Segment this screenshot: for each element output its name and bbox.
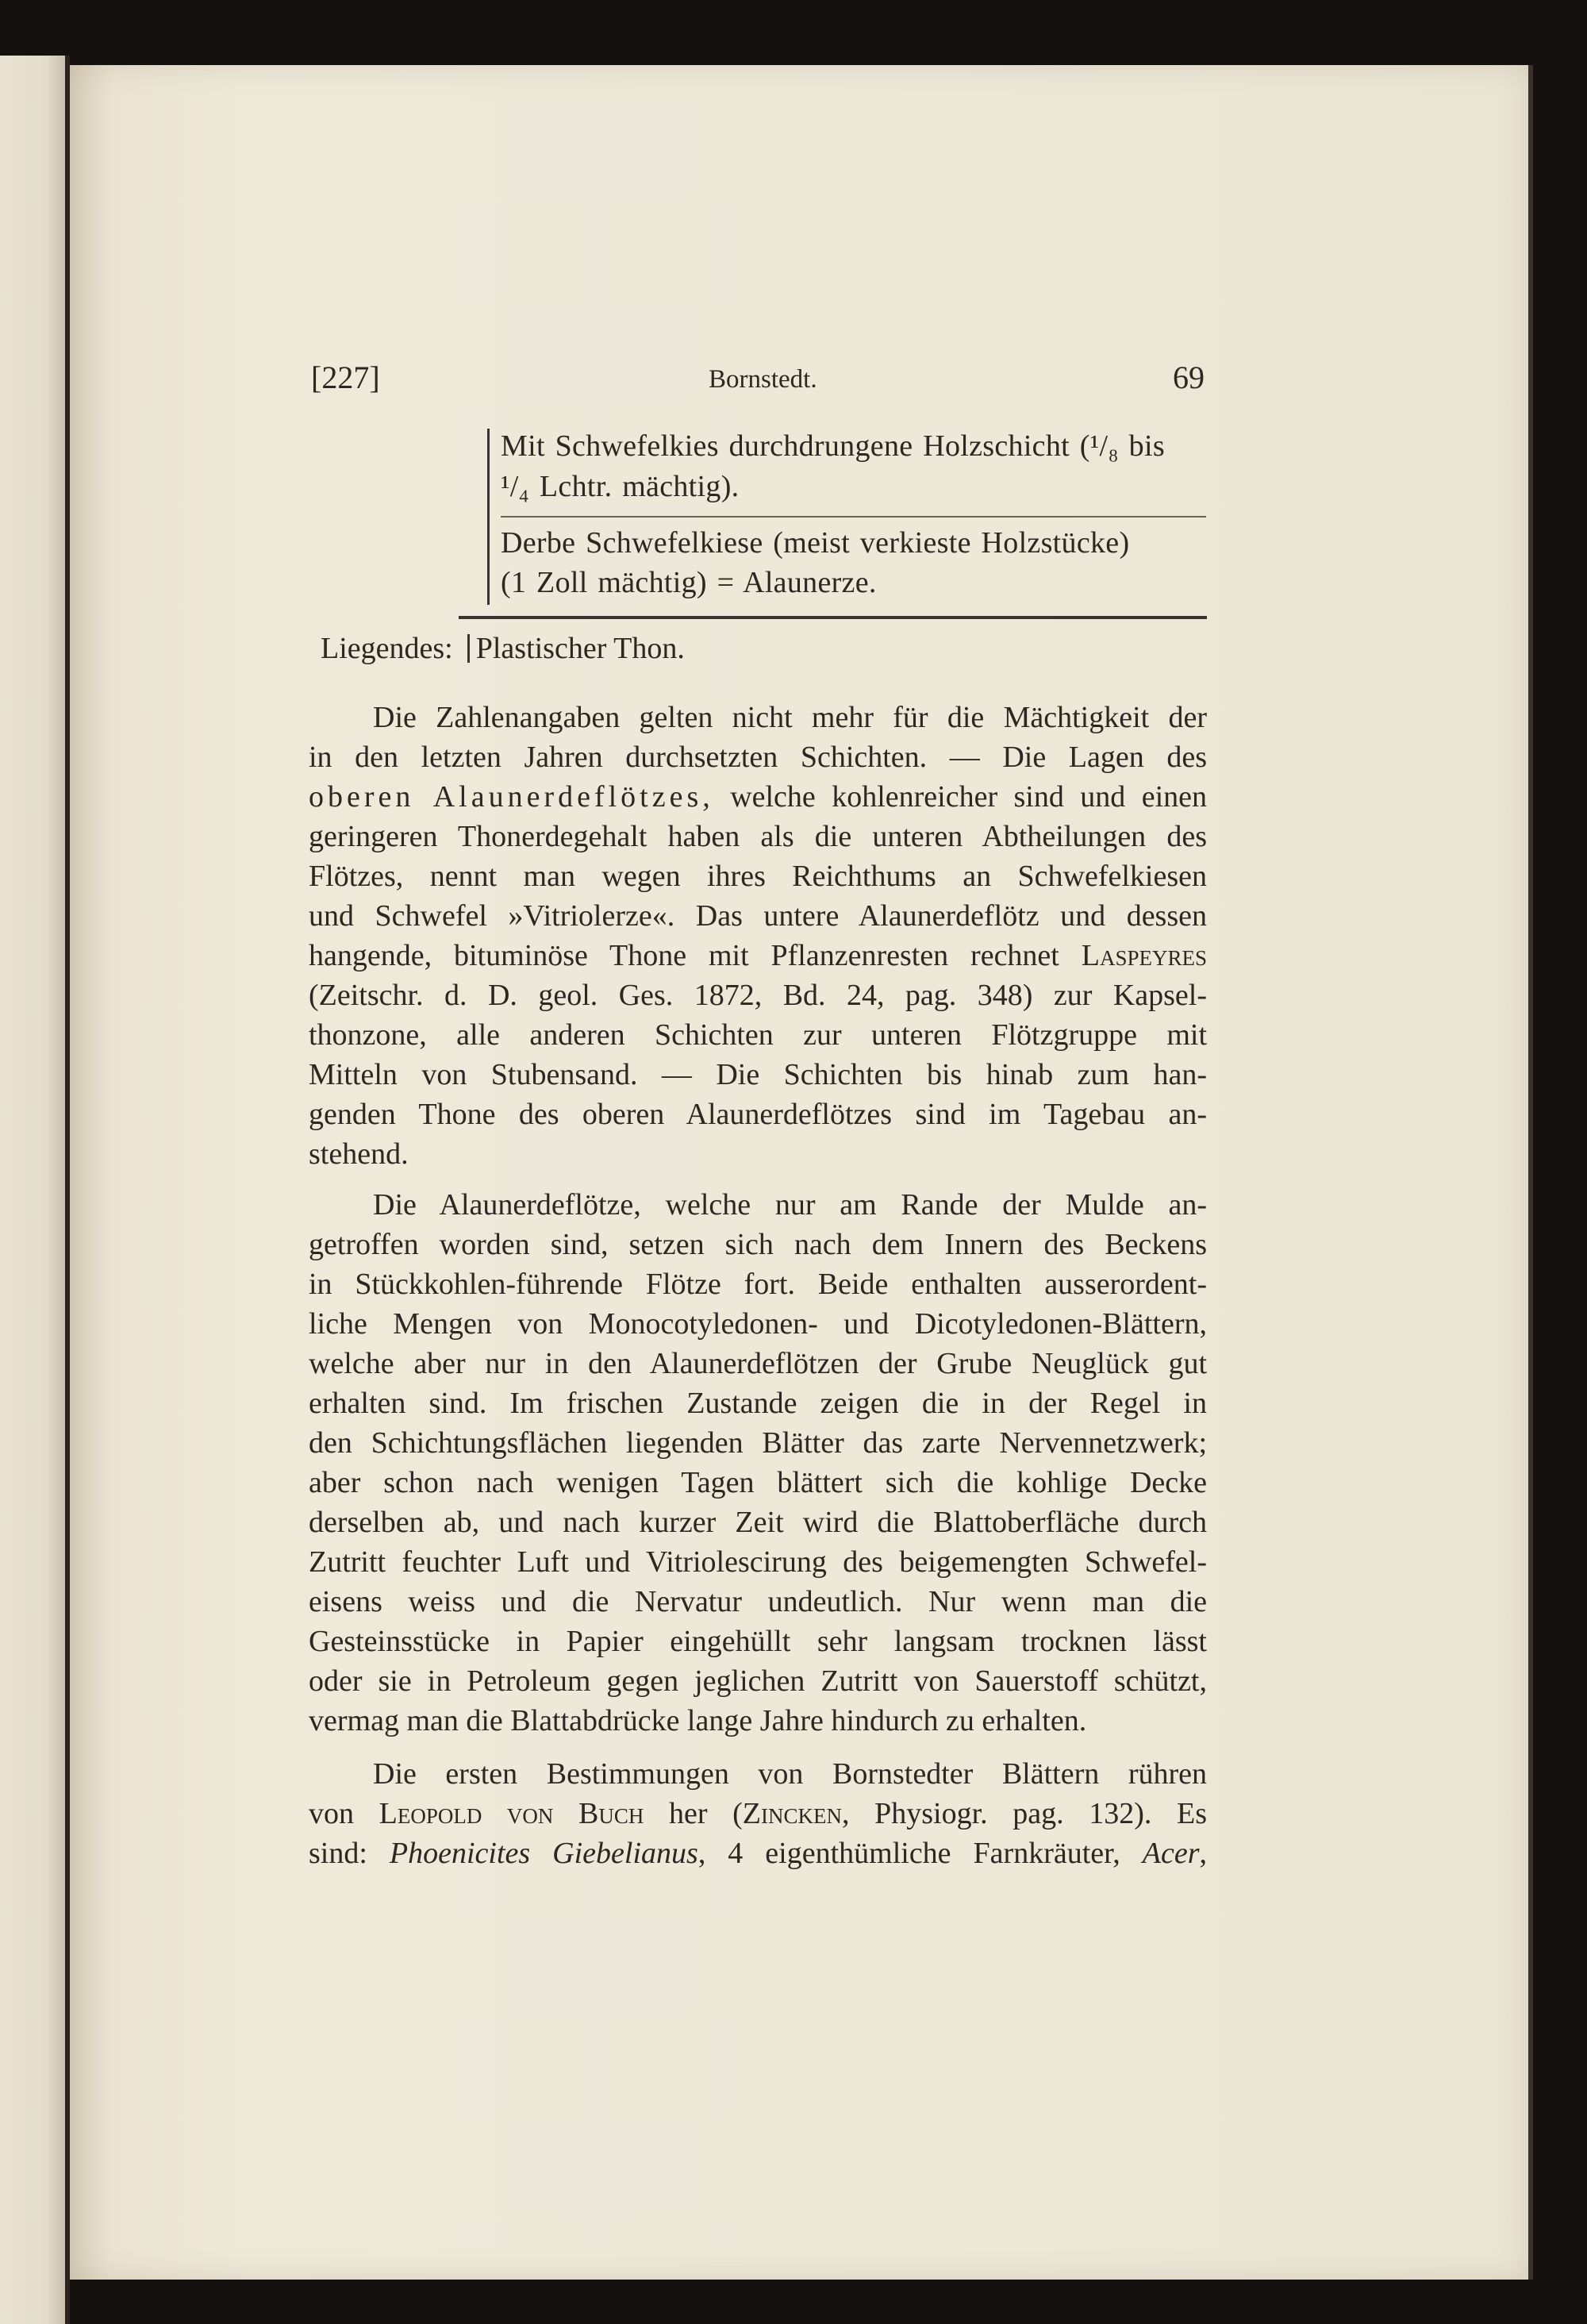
strata-bottom-rule [459,616,1207,619]
paragraph-2-line: den Schichtungsflächen liegenden Blätter das zarte Nervennetzwerk; [309,1426,1207,1460]
paragraph-1-line: und Schwefel »Vitriolerze«. Das untere Alaunerdeflötz und dessen [309,899,1207,933]
paragraph-3-line: Die ersten Bestimmungen von Bornstedter Blättern rühren [373,1757,1207,1791]
paragraph-3-line: sind: Phoenicites Giebelianus, 4 eigenthümliche Farnkräuter, Acer, [309,1837,1207,1870]
strata-row-2-line-1: Derbe Schwefelkiese (meist verkieste Holzstücke) [501,526,1130,560]
previous-page-edge [0,56,65,2324]
paragraph-2-line: erhalten sind. Im frischen Zustande zeigen die in der Regel in [309,1387,1207,1420]
paragraph-2-line: Die Alaunerdeflötze, welche nur am Rande der Mulde an- [373,1188,1207,1222]
paragraph-2-line: in Stückkohlen-führende Flötze fort. Beide enthalten ausserordent- [309,1268,1207,1301]
paragraph-2-line: getroffen worden sind, setzen sich nach dem Innern des Beckens [309,1228,1207,1261]
strata-row-2-line-2: (1 Zoll mächtig) = Alaunerze. [501,566,877,599]
strata-bracket-line [487,429,490,605]
paragraph-2-line: vermag man die Blattabdrücke lange Jahre hindurch zu erhalten. [309,1704,1087,1737]
paragraph-2-line: aber schon nach wenigen Tagen blättert sich die kohlige Decke [309,1466,1207,1499]
paragraph-1-line: Mitteln von Stubensand. — Die Schichten bis hinab zum han- [309,1058,1207,1091]
page-header-title: Bornstedt. [709,365,817,394]
liegendes-value: Plastischer Thon. [475,632,685,665]
paragraph-1-line: (Zeitschr. d. D. geol. Ges. 1872, Bd. 24, pag. 348) zur Kapsel- [309,979,1207,1012]
paragraph-2-line: Gesteinsstücke in Papier eingehüllt sehr langsam trocknen lässt [309,1625,1207,1658]
paragraph-1-line: stehend. [309,1137,409,1171]
liegendes-divider [467,634,470,663]
paragraph-2-line: liche Mengen von Monocotyledonen- und Dicotyledonen-Blättern, [309,1307,1207,1341]
paragraph-1-line: hangende, bituminöse Thone mit Pflanzenresten rechnet Laspeyres [309,939,1207,972]
paragraph-1-line: thonzone, alle anderen Schichten zur unteren Flötzgruppe mit [309,1018,1207,1052]
paragraph-2-line: Zutritt feuchter Luft und Vitriolescirung des beigemengten Schwefel- [309,1545,1207,1579]
paragraph-1-line: Flötzes, nennt man wegen ihres Reichthums an Schwefelkiesen [309,860,1207,893]
paragraph-1-line: geringeren Thonerdegehalt haben als die unteren Abtheilungen des [309,820,1207,853]
paragraph-1-line: Die Zahlenangaben gelten nicht mehr für die Mächtigkeit der [373,701,1207,734]
page-number: 69 [1173,360,1205,395]
strata-row-1-line-2: ¹/₄ Lchtr. mächtig). [501,470,740,503]
paragraph-2-line: eisens weiss und die Nervatur undeutlich. Nur wenn man die [309,1585,1207,1618]
paragraph-2-line: derselben ab, und nach kurzer Zeit wird die Blattoberfläche durch [309,1506,1207,1539]
paragraph-1-line: genden Thone des oberen Alaunerdeflötzes sind im Tagebau an- [309,1098,1207,1131]
strata-row-divider [501,516,1206,518]
paragraph-1-line: in den letzten Jahren durchsetzten Schichten. — Die Lagen des [309,741,1207,774]
paragraph-2-line: oder sie in Petroleum gegen jeglichen Zutritt von Sauerstoff schützt, [309,1664,1207,1698]
strata-row-1-line-1: Mit Schwefelkies durchdrungene Holzschicht (¹/₈ bis [501,429,1165,463]
paragraph-3-line: von Leopold von Buch her (Zincken, Physiogr. pag. 132). Es [309,1797,1207,1830]
page-header-section-number: [227] [311,360,380,395]
paragraph-1-line: oberen Alaunerdeflötzes, welche kohlenreicher sind und einen [309,780,1207,814]
page-right-edge [1528,65,1533,2280]
liegendes-row [321,631,685,666]
liegendes-label: Liegendes: [321,632,453,665]
paragraph-2-line: welche aber nur in den Alaunerdeflötzen der Grube Neuglück gut [309,1347,1207,1380]
